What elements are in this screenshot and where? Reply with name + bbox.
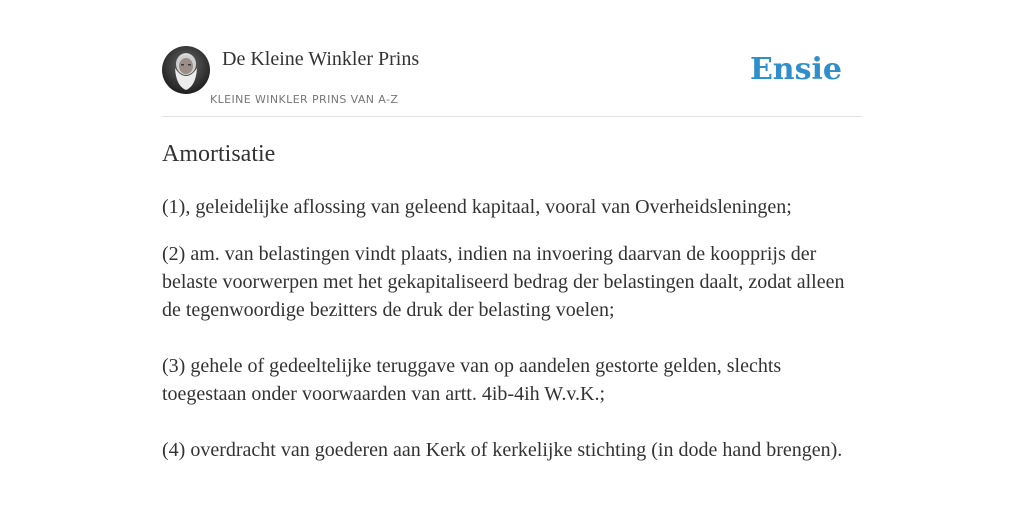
- definition-paragraph-3: (3) gehele of gedeeltelijke teruggave van op aandelen gestorte gelden, slechts toegestaan onder voorwaarden van artt. 4ib-4ih W.v.K.;: [162, 355, 782, 405]
- author-avatar[interactable]: [162, 46, 210, 94]
- brand-logo[interactable]: Ensie: [749, 52, 842, 87]
- collection-label[interactable]: KLEINE WINKLER PRINS VAN A-Z: [210, 93, 399, 106]
- definition-paragraph-4: (4) overdracht van goederen aan Kerk of kerkelijke stichting (in dode hand brengen).: [162, 439, 843, 461]
- definition-paragraph-1: (1), geleidelijke aflossing van geleend kapitaal, vooral van Overheidsleningen;: [162, 196, 792, 218]
- article-title: Amortisatie: [162, 141, 276, 167]
- definition-paragraph-2: (2) am. van belastingen vindt plaats, indien na invoering daarvan de koopprijs der belaste voorwerpen met het gekapitaliseerd bedrag der belastingen daalt, zodat alleen de tegenwoordige bezitters de druk der belasting voelen;: [162, 243, 845, 321]
- page-header: [162, 46, 862, 117]
- bearded-man-portrait-icon: [162, 46, 210, 94]
- article-content: [162, 138, 862, 464]
- author-name[interactable]: De Kleine Winkler Prins: [222, 48, 420, 70]
